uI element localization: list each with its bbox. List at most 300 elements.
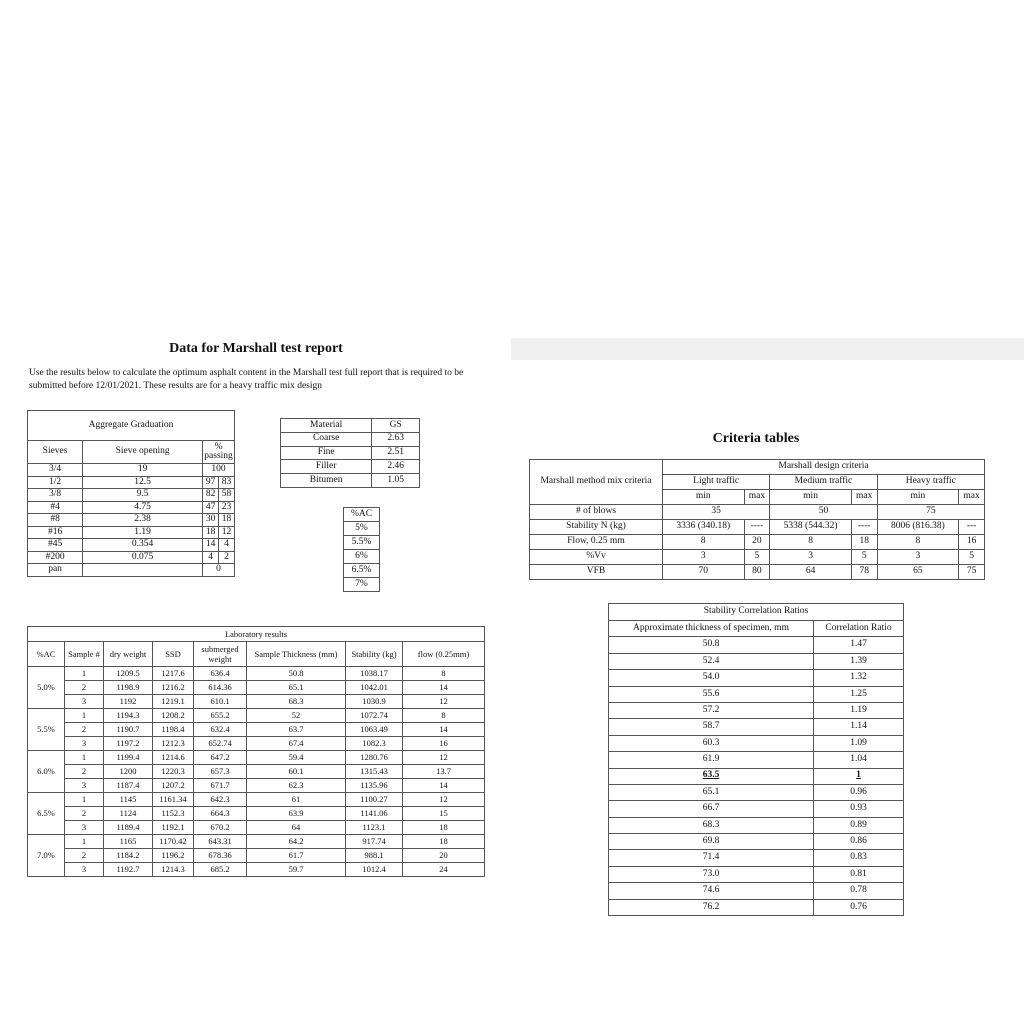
criteria-value: 8006 (816.38)	[877, 520, 959, 535]
lab-cell: 64.2	[247, 835, 346, 849]
lab-cell: 1197.2	[104, 737, 153, 751]
opening-cell: 4.75	[83, 501, 203, 514]
criteria-value: 8	[663, 535, 745, 550]
lab-cell: 1	[65, 709, 104, 723]
aggregate-graduation-table	[27, 410, 235, 577]
lab-ac-cell: 7.0%	[28, 835, 65, 877]
min-header: min	[663, 490, 745, 505]
aggregate-row	[28, 489, 235, 502]
gs-header: GS	[372, 419, 420, 433]
max-header: max	[744, 490, 770, 505]
lab-cell: 1207.2	[153, 779, 194, 793]
criteria-label: Stability N (kg)	[530, 520, 663, 535]
material-gs: 1.05	[372, 474, 420, 488]
lab-cell: 1208.2	[153, 709, 194, 723]
stability-row	[609, 670, 904, 686]
thickness-cell: 57.2	[609, 702, 814, 718]
lab-cell: 61	[247, 793, 346, 807]
criteria-value: 75	[959, 565, 985, 580]
lab-cell: 647.2	[194, 751, 247, 765]
lab-cell: 1012.4	[346, 863, 403, 877]
lab-cell: 3	[65, 779, 104, 793]
ac-row	[344, 578, 380, 592]
criteria-value: 3	[877, 550, 959, 565]
passing-lower-cell: 83	[219, 476, 235, 489]
lab-cell: 20	[403, 849, 485, 863]
lab-row	[28, 793, 485, 807]
sieve-cell: 3/8	[28, 489, 83, 502]
ratio-cell: 0.81	[814, 866, 904, 882]
ratio-cell: 0.89	[814, 817, 904, 833]
aggregate-caption: Aggregate Graduation	[28, 411, 235, 441]
stability-row	[609, 784, 904, 800]
lab-cell: 642.3	[194, 793, 247, 807]
aggregate-row	[28, 514, 235, 527]
lab-cell: 1196.2	[153, 849, 194, 863]
lab-cell: 917.74	[346, 835, 403, 849]
ratio-header: Correlation Ratio	[814, 621, 904, 637]
lab-cell: 2	[65, 765, 104, 779]
criteria-value: ----	[851, 520, 877, 535]
lab-ac-cell: 5.0%	[28, 667, 65, 709]
sieve-cell: 1/2	[28, 476, 83, 489]
ratio-cell: 1.09	[814, 735, 904, 751]
criteria-value: 5	[851, 550, 877, 565]
lab-cell: 1100.27	[346, 793, 403, 807]
lab-cell: 62.3	[247, 779, 346, 793]
opening-cell: 0.075	[83, 551, 203, 564]
lab-header-cell: flow (0.25mm)	[403, 642, 485, 667]
ratio-cell: 0.76	[814, 899, 904, 915]
criteria-row	[530, 535, 985, 550]
stability-row	[609, 834, 904, 850]
lab-cell: 643.31	[194, 835, 247, 849]
stability-row	[609, 752, 904, 768]
criteria-first-col: Marshall method mix criteria	[530, 460, 663, 505]
criteria-title: Criteria tables	[712, 431, 800, 446]
max-header: max	[851, 490, 877, 505]
thickness-cell: 54.0	[609, 670, 814, 686]
lab-row	[28, 835, 485, 849]
lab-cell: 1165	[104, 835, 153, 849]
material-table	[280, 418, 420, 488]
stability-row	[609, 719, 904, 735]
lab-cell: 988.1	[346, 849, 403, 863]
material-gs: 2.63	[372, 432, 420, 446]
criteria-value: 20	[744, 535, 770, 550]
criteria-value: 80	[744, 565, 770, 580]
material-header: Material	[281, 419, 372, 433]
ratio-cell: 0.93	[814, 801, 904, 817]
lab-row	[28, 737, 485, 751]
lab-cell: 2	[65, 807, 104, 821]
thickness-cell: 55.6	[609, 686, 814, 702]
thickness-cell: 74.6	[609, 883, 814, 899]
passing-lower-cell: 58	[219, 489, 235, 502]
material-name: Coarse	[281, 432, 372, 446]
stability-row	[609, 735, 904, 751]
lab-row	[28, 863, 485, 877]
material-row	[281, 474, 420, 488]
lab-cell: 63.7	[247, 723, 346, 737]
min-header: min	[770, 490, 852, 505]
heavy-traffic: Heavy traffic	[877, 475, 984, 490]
passing-lower-cell: 18	[219, 514, 235, 527]
thickness-cell: 50.8	[609, 637, 814, 653]
ratio-cell: 0.96	[814, 784, 904, 800]
lab-cell: 1199.4	[104, 751, 153, 765]
lab-cell: 2	[65, 723, 104, 737]
passing-upper-cell: 18	[203, 526, 219, 539]
stability-row	[609, 817, 904, 833]
lab-cell: 1063.49	[346, 723, 403, 737]
lab-cell: 52	[247, 709, 346, 723]
thickness-cell: 76.2	[609, 899, 814, 915]
criteria-value: 35	[663, 505, 770, 520]
lab-row	[28, 695, 485, 709]
lab-cell: 1216.2	[153, 681, 194, 695]
passing-upper-cell: 97	[203, 476, 219, 489]
material-row	[281, 446, 420, 460]
ratio-cell: 1.47	[814, 637, 904, 653]
intro-text: Use the results below to calculate the optimum asphalt content in the Marshall test full report that is required to be submitted before 12/01/2021. These results are for a heavy traffic mix design	[29, 368, 464, 391]
lab-cell: 14	[403, 681, 485, 695]
material-name: Fine	[281, 446, 372, 460]
ac-table	[343, 507, 380, 592]
max-header: max	[959, 490, 985, 505]
lab-cell: 12	[403, 695, 485, 709]
ratio-cell: 1.04	[814, 752, 904, 768]
lab-cell: 1072.74	[346, 709, 403, 723]
lab-cell: 3	[65, 695, 104, 709]
ac-row	[344, 550, 380, 564]
lab-cell: 8	[403, 709, 485, 723]
thickness-cell: 52.4	[609, 653, 814, 669]
lab-row	[28, 849, 485, 863]
opening-cell: 9.5	[83, 489, 203, 502]
sieve-cell: #45	[28, 539, 83, 552]
lab-cell: 14	[403, 779, 485, 793]
lab-row	[28, 765, 485, 779]
lab-header-cell: %AC	[28, 642, 65, 667]
stability-row	[609, 850, 904, 866]
light-traffic: Light traffic	[663, 475, 770, 490]
lab-row	[28, 681, 485, 695]
ac-row	[344, 564, 380, 578]
lab-cell: 12	[403, 793, 485, 807]
criteria-value: 8	[770, 535, 852, 550]
sieve-cell: #16	[28, 526, 83, 539]
aggregate-row	[28, 476, 235, 489]
lab-cell: 1192.1	[153, 821, 194, 835]
lab-cell: 614.36	[194, 681, 247, 695]
lab-ac-cell: 5.5%	[28, 709, 65, 751]
lab-cell: 632.4	[194, 723, 247, 737]
ac-value: 6.5%	[344, 564, 380, 578]
lab-cell: 1187.4	[104, 779, 153, 793]
material-row	[281, 432, 420, 446]
lab-cell: 1219.1	[153, 695, 194, 709]
marshall-criteria-table	[529, 459, 985, 580]
sieve-cell: #4	[28, 501, 83, 514]
ratio-cell: 0.83	[814, 850, 904, 866]
ac-header: %AC	[344, 508, 380, 522]
passing-lower-cell: 4	[219, 539, 235, 552]
ac-value: 6%	[344, 550, 380, 564]
ac-value: 5.5%	[344, 536, 380, 550]
lab-cell: 1190.7	[104, 723, 153, 737]
thickness-header: Approximate thickness of specimen, mm	[609, 621, 814, 637]
criteria-value: ----	[744, 520, 770, 535]
lab-cell: 18	[403, 835, 485, 849]
lab-cell: 610.1	[194, 695, 247, 709]
thickness-cell: 69.8	[609, 834, 814, 850]
lab-header-cell: Sample #	[65, 642, 104, 667]
opening-cell: 2.38	[83, 514, 203, 527]
criteria-value: ---	[959, 520, 985, 535]
sieve-cell: #8	[28, 514, 83, 527]
stability-row	[609, 883, 904, 899]
material-gs: 2.46	[372, 460, 420, 474]
material-name: Filler	[281, 460, 372, 474]
lab-cell: 636.4	[194, 667, 247, 681]
lab-cell: 12	[403, 751, 485, 765]
header-passing: % passing	[203, 441, 235, 464]
criteria-row	[530, 550, 985, 565]
ratio-cell: 0.78	[814, 883, 904, 899]
lab-row	[28, 751, 485, 765]
lab-cell: 1217.6	[153, 667, 194, 681]
criteria-caption: Marshall design criteria	[663, 460, 985, 475]
ratio-cell: 1.25	[814, 686, 904, 702]
lab-cell: 1194.3	[104, 709, 153, 723]
header-sieve-opening: Sieve opening	[83, 441, 203, 464]
laboratory-results-table	[27, 626, 485, 877]
passing-lower-cell: 12	[219, 526, 235, 539]
lab-cell: 1	[65, 793, 104, 807]
criteria-value: 50	[770, 505, 877, 520]
header-sieves: Sieves	[28, 441, 83, 464]
stability-correlation-table	[608, 603, 904, 916]
header-band	[511, 338, 1024, 360]
lab-cell: 63.9	[247, 807, 346, 821]
lab-cell: 1209.5	[104, 667, 153, 681]
lab-cell: 18	[403, 821, 485, 835]
opening-cell: 12.5	[83, 476, 203, 489]
lab-cell: 1198.4	[153, 723, 194, 737]
thickness-cell: 66.7	[609, 801, 814, 817]
passing-upper-cell: 82	[203, 489, 219, 502]
lab-cell: 2	[65, 681, 104, 695]
lab-cell: 664.3	[194, 807, 247, 821]
criteria-label: # of blows	[530, 505, 663, 520]
criteria-row	[530, 520, 985, 535]
ratio-cell: 1.19	[814, 702, 904, 718]
lab-cell: 1161.34	[153, 793, 194, 807]
lab-header-cell: Stability (kg)	[346, 642, 403, 667]
opening-cell: 0.354	[83, 539, 203, 552]
stability-row	[609, 637, 904, 653]
criteria-row	[530, 505, 985, 520]
aggregate-row	[28, 564, 235, 577]
lab-cell: 1184.2	[104, 849, 153, 863]
thickness-cell: 73.0	[609, 866, 814, 882]
lab-cell: 1	[65, 835, 104, 849]
thickness-cell: 63.5	[609, 768, 814, 784]
sieve-cell: pan	[28, 564, 83, 577]
criteria-label: %Vv	[530, 550, 663, 565]
lab-cell: 3	[65, 737, 104, 751]
ratio-cell: 0.86	[814, 834, 904, 850]
ac-row	[344, 522, 380, 536]
lab-cell: 1280.76	[346, 751, 403, 765]
criteria-value: 5	[744, 550, 770, 565]
lab-cell: 1042.01	[346, 681, 403, 695]
lab-cell: 15	[403, 807, 485, 821]
thickness-cell: 71.4	[609, 850, 814, 866]
aggregate-row	[28, 551, 235, 564]
sieve-cell: #200	[28, 551, 83, 564]
thickness-cell: 58.7	[609, 719, 814, 735]
passing-upper-cell: 4	[203, 551, 219, 564]
lab-header-cell: dry weight	[104, 642, 153, 667]
stability-row	[609, 801, 904, 817]
criteria-value: 8	[877, 535, 959, 550]
ac-row	[344, 536, 380, 550]
ac-value: 7%	[344, 578, 380, 592]
lab-cell: 657.3	[194, 765, 247, 779]
passing-lower-cell: 23	[219, 501, 235, 514]
criteria-value: 70	[663, 565, 745, 580]
criteria-value: 64	[770, 565, 852, 580]
lab-cell: 1082.3	[346, 737, 403, 751]
lab-cell: 65.1	[247, 681, 346, 695]
lab-cell: 1030.9	[346, 695, 403, 709]
ratio-cell: 1	[814, 768, 904, 784]
lab-ac-cell: 6.0%	[28, 751, 65, 793]
lab-cell: 1145	[104, 793, 153, 807]
stability-caption: Stability Correlation Ratios	[609, 604, 904, 621]
passing-cell: 100	[203, 464, 235, 477]
lab-cell: 685.2	[194, 863, 247, 877]
lab-row	[28, 807, 485, 821]
aggregate-row	[28, 539, 235, 552]
lab-cell: 1038.17	[346, 667, 403, 681]
criteria-value: 75	[877, 505, 984, 520]
aggregate-row	[28, 526, 235, 539]
stability-row	[609, 866, 904, 882]
lab-cell: 1220.3	[153, 765, 194, 779]
lab-cell: 3	[65, 821, 104, 835]
lab-cell: 13.7	[403, 765, 485, 779]
page-title: Data for Marshall test report	[169, 341, 343, 356]
lab-cell: 652.74	[194, 737, 247, 751]
lab-cell: 1192.7	[104, 863, 153, 877]
criteria-value: 5338 (544.32)	[770, 520, 852, 535]
stability-row	[609, 702, 904, 718]
lab-cell: 16	[403, 737, 485, 751]
lab-cell: 1	[65, 667, 104, 681]
criteria-value: 3336 (340.18)	[663, 520, 745, 535]
passing-cell: 0	[203, 564, 235, 577]
sieve-cell: 3/4	[28, 464, 83, 477]
criteria-value: 3	[770, 550, 852, 565]
passing-upper-cell: 14	[203, 539, 219, 552]
material-gs: 2.51	[372, 446, 420, 460]
thickness-cell: 65.1	[609, 784, 814, 800]
lab-cell: 1214.3	[153, 863, 194, 877]
criteria-label: Flow, 0.25 mm	[530, 535, 663, 550]
opening-cell	[83, 564, 203, 577]
lab-cell: 14	[403, 723, 485, 737]
lab-cell: 59.7	[247, 863, 346, 877]
min-header: min	[877, 490, 959, 505]
lab-row	[28, 779, 485, 793]
lab-cell: 60.1	[247, 765, 346, 779]
stability-row	[609, 653, 904, 669]
criteria-row	[530, 565, 985, 580]
passing-upper-cell: 47	[203, 501, 219, 514]
lab-cell: 1170.42	[153, 835, 194, 849]
lab-cell: 678.36	[194, 849, 247, 863]
stability-row	[609, 768, 904, 784]
lab-cell: 1212.3	[153, 737, 194, 751]
lab-cell: 1198.9	[104, 681, 153, 695]
lab-cell: 67.4	[247, 737, 346, 751]
ratio-cell: 1.39	[814, 653, 904, 669]
lab-cell: 1189.4	[104, 821, 153, 835]
criteria-value: 3	[663, 550, 745, 565]
lab-cell: 59.4	[247, 751, 346, 765]
thickness-cell: 61.9	[609, 752, 814, 768]
material-name: Bitumen	[281, 474, 372, 488]
lab-header-cell: Sample Thickness (mm)	[247, 642, 346, 667]
lab-cell: 1135.96	[346, 779, 403, 793]
ac-value: 5%	[344, 522, 380, 536]
ratio-cell: 1.32	[814, 670, 904, 686]
opening-cell: 1.19	[83, 526, 203, 539]
lab-cell: 1315.43	[346, 765, 403, 779]
ratio-cell: 1.14	[814, 719, 904, 735]
lab-cell: 8	[403, 667, 485, 681]
lab-row	[28, 821, 485, 835]
thickness-cell: 60.3	[609, 735, 814, 751]
lab-header-cell: submerged weight	[194, 642, 247, 667]
lab-cell: 2	[65, 849, 104, 863]
criteria-value: 18	[851, 535, 877, 550]
criteria-value: 5	[959, 550, 985, 565]
opening-cell: 19	[83, 464, 203, 477]
criteria-value: 78	[851, 565, 877, 580]
lab-row	[28, 667, 485, 681]
lab-caption: Laboratory results	[28, 627, 485, 642]
lab-cell: 24	[403, 863, 485, 877]
criteria-label: VFB	[530, 565, 663, 580]
lab-cell: 1124	[104, 807, 153, 821]
stability-row	[609, 899, 904, 915]
stability-row	[609, 686, 904, 702]
lab-cell: 3	[65, 863, 104, 877]
lab-row	[28, 709, 485, 723]
lab-cell: 1200	[104, 765, 153, 779]
lab-cell: 671.7	[194, 779, 247, 793]
lab-cell: 670.2	[194, 821, 247, 835]
lab-cell: 61.7	[247, 849, 346, 863]
criteria-value: 16	[959, 535, 985, 550]
lab-header-cell: SSD	[153, 642, 194, 667]
lab-cell: 68.3	[247, 695, 346, 709]
criteria-value: 65	[877, 565, 959, 580]
